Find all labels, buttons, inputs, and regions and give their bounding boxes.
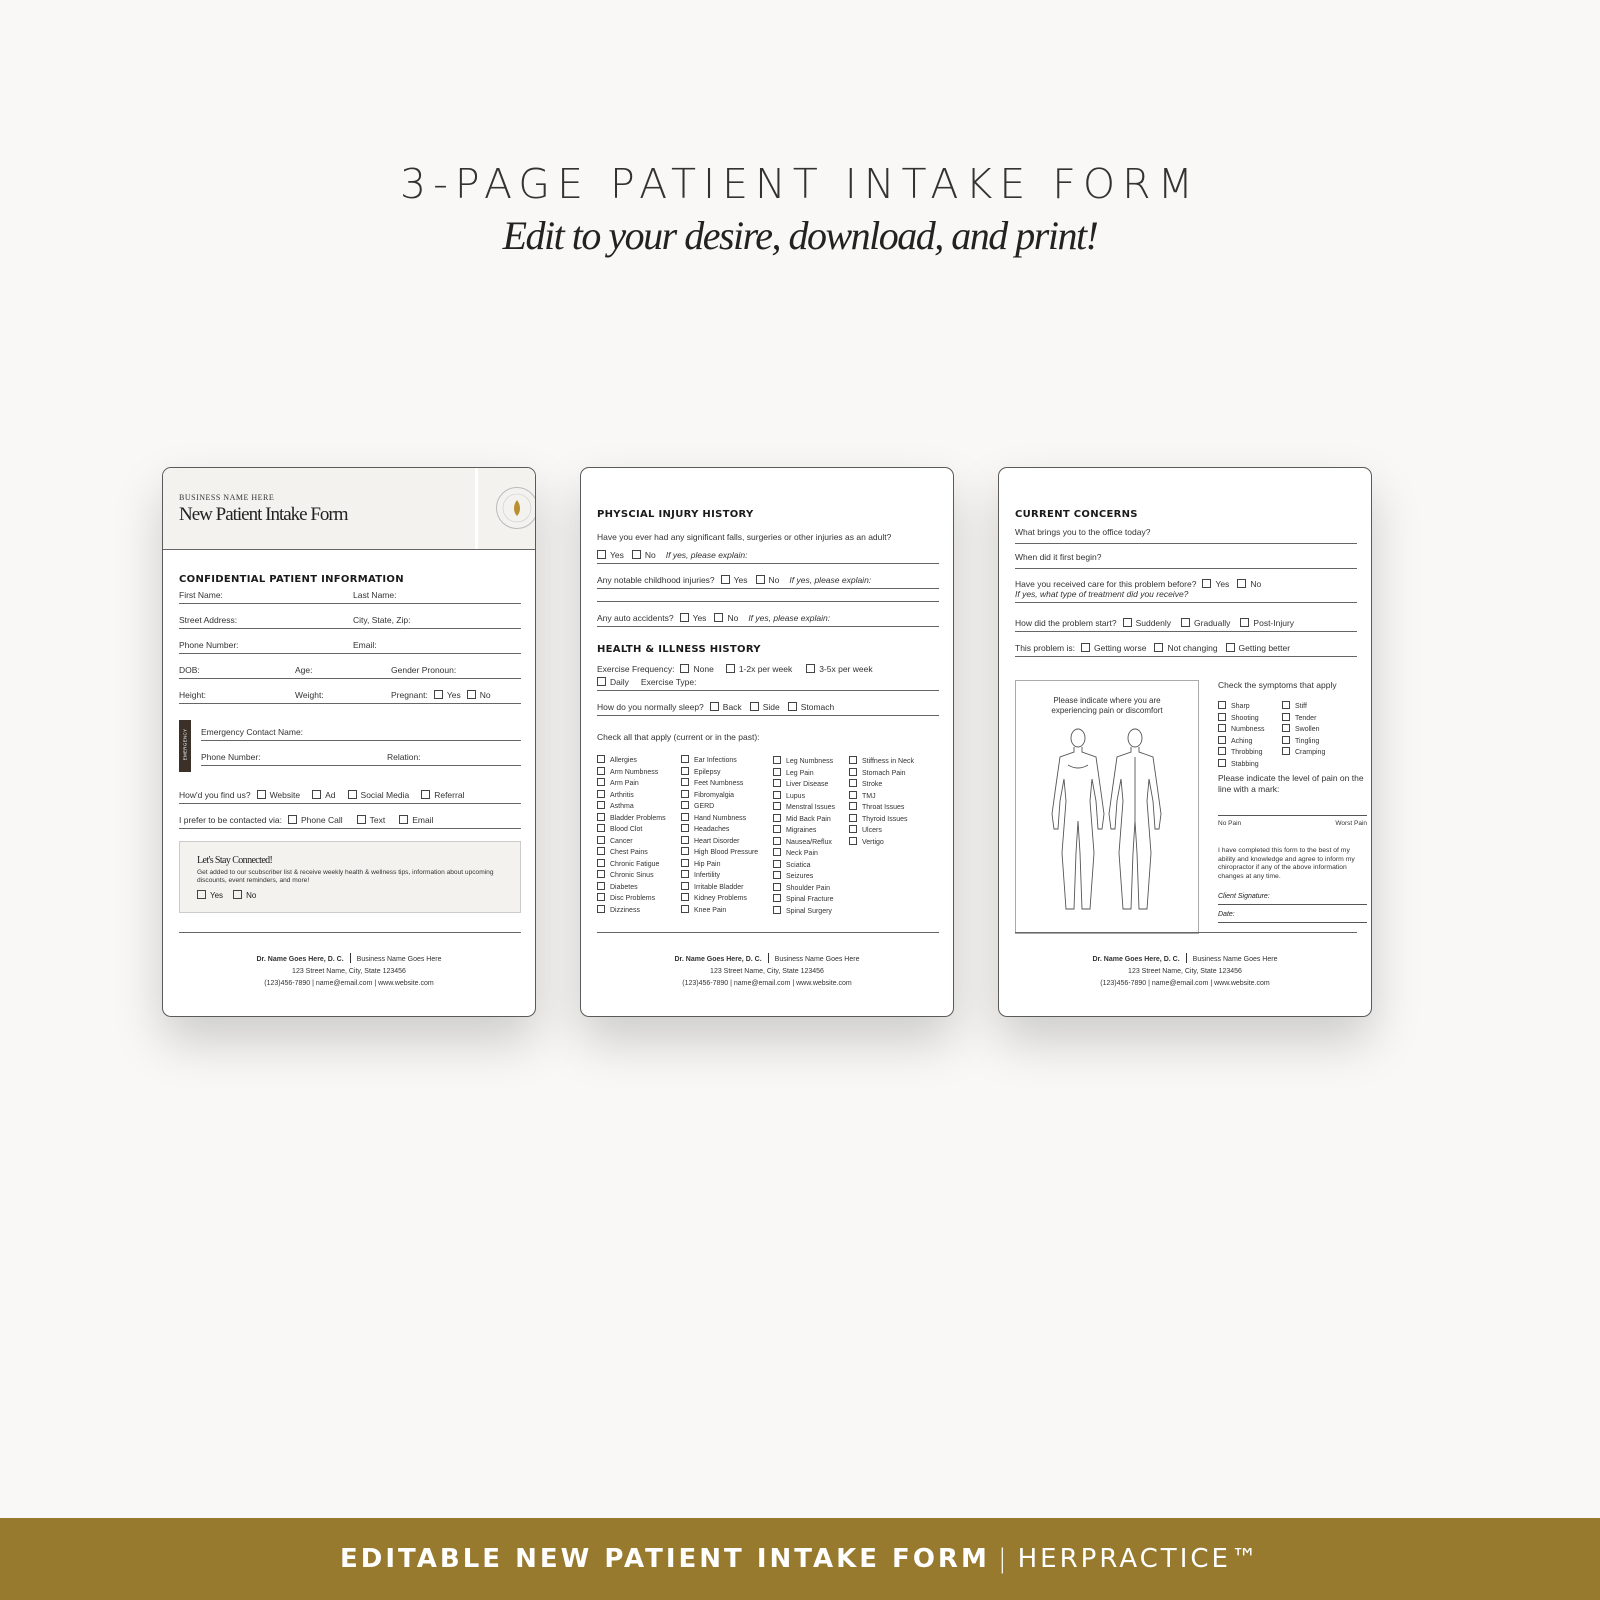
checklist-item[interactable] [681,801,758,813]
checkbox[interactable] [1282,713,1290,721]
checkbox[interactable] [597,859,605,867]
checklist-label: Mid Back Pain [786,815,831,823]
street-label: Street Address: [179,615,238,625]
bottom-banner: EDITABLE NEW PATIENT INTAKE FORM | HERPRACTICE™ [0,1518,1600,1600]
relation-label: Relation: [387,752,421,762]
checklist-label: Disc Problems [610,895,656,902]
checklist-label: Headaches [694,826,730,833]
checkbox[interactable] [849,779,857,787]
section-title: CONFIDENTIAL PATIENT INFORMATION [179,574,404,585]
checklist-label: High Blood Pressure [694,849,759,856]
checklist-item[interactable] [681,836,758,848]
checklist-item[interactable] [773,906,835,918]
checklist-item[interactable] [597,824,666,836]
checklist-item[interactable] [597,870,666,882]
footer-divider [1015,932,1357,933]
checkbox[interactable] [773,848,781,856]
emergency-name-row[interactable] [201,721,521,741]
checklist-label: Spinal Surgery [786,907,832,915]
signature-line[interactable]: Client Signature: [1218,893,1367,905]
better-checkbox[interactable] [1226,643,1235,652]
checkbox[interactable] [681,870,689,878]
checklist-item[interactable] [597,813,666,825]
checkbox[interactable] [773,768,781,776]
email-checkbox[interactable] [399,815,408,824]
ad-checkbox[interactable] [312,790,321,799]
health-section-title: HEALTH & ILLNESS HISTORY [597,644,761,655]
checklist-item[interactable] [597,847,666,859]
pregnant-no-checkbox[interactable] [467,690,476,699]
checklist-item[interactable] [1282,747,1325,759]
q3-no-checkbox[interactable] [714,613,723,622]
checklist-label: Kidney Problems [694,895,747,902]
checklist-item[interactable] [849,837,914,849]
checklist-label: Aching [1231,737,1253,745]
emergency-phone-label: Phone Number: [201,752,261,762]
checklist-item[interactable] [1218,736,1264,748]
address-row[interactable] [179,609,521,629]
post-injury-checkbox[interactable] [1240,618,1249,627]
last-name-label: Last Name: [353,590,397,600]
checklist-item[interactable] [773,883,835,895]
first-name-label: First Name: [179,590,223,600]
dob-row[interactable] [179,659,521,679]
checklist-item[interactable] [681,767,758,779]
checklist-item[interactable] [1282,713,1325,725]
checklist-label: Asthma [610,803,634,810]
checkbox[interactable] [681,836,689,844]
checkbox[interactable] [849,791,857,799]
checklist-label: Nausea/Reflux [786,838,832,846]
checklist-item[interactable] [849,825,914,837]
date-line[interactable]: Date: [1218,911,1367,923]
same-checkbox[interactable] [1154,643,1163,652]
exercise-type-row[interactable]: Daily Exercise Type: [597,671,939,691]
checklist-label: Epilepsy [694,768,721,776]
checklist-label: Hip Pain [694,860,721,868]
checkbox[interactable] [773,756,781,764]
checkbox[interactable] [1218,736,1226,744]
checkbox[interactable] [681,824,689,832]
checkbox[interactable] [681,801,689,809]
checkbox[interactable] [1218,724,1226,732]
checklist-item[interactable] [1218,713,1264,725]
checkbox[interactable] [1282,736,1290,744]
checklist-label: Hand Numbness [694,814,747,822]
newsletter-yes-checkbox[interactable] [197,890,206,899]
q1-yes-checkbox[interactable] [597,550,606,559]
worst-pain-label: Worst Pain [1335,820,1367,827]
pain-level-label: Please indicate the level of pain on the line with a mark: [1218,773,1364,794]
checkbox[interactable] [681,813,689,821]
checklist-label: Stroke [862,781,883,788]
prior-care-line: Have you received care for this problem before? Yes No [1015,579,1262,589]
checklist-item[interactable] [849,779,914,791]
checklist-label: Diabetes [610,883,638,891]
social-checkbox[interactable] [348,790,357,799]
checklist-label: Shooting [1231,714,1259,722]
checklist-item[interactable] [681,905,758,917]
checklist-item[interactable] [597,836,666,848]
exercise-line: Exercise Frequency: None 1-2x per week 3-5x per week [597,664,873,674]
checklist-label: Stiffness in Neck [862,758,915,765]
checklist-label: Knee Pain [694,906,727,914]
checkbox[interactable] [1282,701,1290,709]
checklist-item[interactable] [773,837,835,849]
checklist-item[interactable] [773,825,835,837]
checklist-item[interactable] [1282,736,1325,748]
referral-checkbox[interactable] [421,790,430,799]
checklist-item[interactable] [597,778,666,790]
checkbox[interactable] [849,802,857,810]
checklist-label: Spinal Fracture [786,896,834,903]
contact-via-row: I prefer to be contacted via: Phone Call Text Email [179,809,521,829]
symptoms-col-1 [1218,701,1264,770]
injury-section-title: PHYSCIAL INJURY HISTORY [597,509,754,520]
checklist-label: Blood Clot [610,826,643,833]
checklist-item[interactable] [597,905,666,917]
checklist-label: Numbness [1231,726,1265,733]
checklist-label: Arthritis [610,791,634,799]
checkbox[interactable] [773,825,781,833]
contact-row[interactable] [179,634,521,654]
checklist-item[interactable] [597,859,666,871]
form-page-2 [580,467,954,1017]
checklist-label: Sharp [1231,703,1250,710]
checklist-item[interactable] [597,801,666,813]
checkbox[interactable] [773,906,781,914]
checklist-item[interactable] [849,768,914,780]
checklist-item[interactable] [681,893,758,905]
checklist-label: Arm Numbness [610,768,659,776]
checklist-label: TMJ [862,792,876,800]
city-label: City, State, Zip: [353,615,411,625]
checklist-item[interactable] [773,779,835,791]
symptoms-col-2 [1282,701,1325,759]
checklist-label: Dizziness [610,906,640,914]
checklist-label: Fibromyalgia [694,791,735,799]
age-label: Age: [295,665,313,675]
checklist-item[interactable] [849,791,914,803]
body-diagram-box[interactable] [1015,680,1199,934]
checkbox[interactable] [773,779,781,787]
check-all-label: Check all that apply (current or in the past): [597,732,760,742]
checklist-label: Liver Disease [786,781,829,788]
checkbox[interactable] [681,778,689,786]
checkbox[interactable] [681,755,689,763]
checklist-label: Leg Pain [786,769,814,777]
checklist-item[interactable] [1218,747,1264,759]
checklist-item[interactable] [773,860,835,872]
pain-scale-line[interactable] [1218,815,1367,816]
checklist-label: Seizures [786,873,814,880]
sleep-back-checkbox[interactable] [710,702,719,711]
checkbox[interactable] [597,767,605,775]
gradual-checkbox[interactable] [1181,618,1190,627]
checklist-label: Cramping [1295,749,1326,756]
pregnant-yes-checkbox[interactable] [434,690,443,699]
emergency-tab: EMERGENCY [179,720,191,772]
checklist-label: Shoulder Pain [786,884,830,892]
checkbox[interactable] [597,882,605,890]
checklist-item[interactable] [1218,701,1264,713]
concerns-section-title: CURRENT CONCERNS [1015,509,1138,520]
newsletter-text: Get added to our scubscriber list & receive weekly health & wellness tips, information about upcoming discounts, event reminders, and more! [197,869,494,884]
height-label: Height: [179,690,206,700]
contact-via-label: I prefer to be contacted via: [179,815,283,825]
name-row[interactable] [179,584,521,604]
form-page-3 [998,467,1372,1017]
agreement-text: I have completed this form to the best of my ability and knowledge and agree to inform my chiropractor if any of the above information changes at any time. [1218,847,1355,880]
injury-q1-row[interactable]: Yes No If yes, please explain: [597,544,939,564]
checklist-item[interactable] [681,824,758,836]
checkbox[interactable] [1218,713,1226,721]
checkbox[interactable] [681,905,689,913]
checklist-label: Lupus [786,792,806,800]
checklist-label: Thyroid Issues [862,815,908,823]
sleep-row: How do you normally sleep? Back Side Stomach [597,696,939,716]
weight-label: Weight: [295,690,324,700]
page-footer: Dr. Name Goes Here, D. C. Business Name Goes Here 123 Street Name, City, State 123456 (123)456-7890 | name@email.com | www.website.com [581,953,953,990]
q3-yes-checkbox[interactable] [680,613,689,622]
checklist-label: Vertigo [862,838,884,846]
checklist-item[interactable] [1282,701,1325,713]
checkbox[interactable] [1282,747,1290,755]
checkbox[interactable] [681,859,689,867]
no-pain-label: No Pain [1218,820,1242,827]
page-footer: Dr. Name Goes Here, D. C. Business Name Goes Here 123 Street Name, City, State 123456 (123)456-7890 | name@email.com | www.website.com [999,953,1371,990]
checklist-item[interactable] [849,756,914,768]
problem-status-row: This problem is: Getting worse Not changing Getting better [1015,637,1357,657]
checkbox[interactable] [849,814,857,822]
checklist-item[interactable] [597,893,666,905]
checklist-item[interactable] [681,859,758,871]
sudden-checkbox[interactable] [1123,618,1132,627]
checklist-label: Migraines [786,827,817,834]
checklist-item[interactable] [773,756,835,768]
hero-title: 3-PAGE PATIENT INTAKE FORM [400,160,1200,208]
newsletter-box [179,841,521,913]
newsletter-title: Let's Stay Connected! [197,855,273,866]
pregnant-label: Pregnant: Yes No [391,690,491,700]
page-footer: Dr. Name Goes Here, D. C. Business Name Goes Here 123 Street Name, City, State 123456 (123)456-7890 | name@email.com | www.website.com [163,953,535,990]
phone-label: Phone Number: [179,640,239,650]
checklist-item[interactable] [597,767,666,779]
emergency-phone-row[interactable] [201,746,521,766]
checklist-item[interactable] [681,813,758,825]
checklist-label: Swollen [1295,726,1320,733]
checklist-item[interactable] [597,790,666,802]
checkbox[interactable] [849,837,857,845]
sleep-side-checkbox[interactable] [750,702,759,711]
checkbox[interactable] [597,893,605,901]
checklist-item[interactable] [681,790,758,802]
checklist-label: Throat Issues [862,804,905,811]
checkbox[interactable] [1282,724,1290,732]
checklist-label: GERD [694,803,715,810]
checklist-item[interactable] [773,814,835,826]
checklist-label: Stabbing [1231,760,1259,768]
injury-question-1: Have you ever had any significant falls, surgeries or other injuries as an adult? [597,532,892,542]
checklist-label: Stiff [1295,703,1307,710]
symptoms-title: Check the symptoms that apply [1218,680,1337,690]
checkbox[interactable] [597,824,605,832]
checkbox[interactable] [773,814,781,822]
find-us-row: How'd you find us? Website Ad Social Media Referral [179,784,521,804]
checkbox[interactable] [773,883,781,891]
checkbox[interactable] [1218,759,1226,767]
hero-subtitle: Edit to your desire, download, and print! [502,213,1098,258]
gender-label: Gender Pronoun: [391,665,457,675]
checklist-label: Heart Disorder [694,837,740,845]
checkbox[interactable] [773,791,781,799]
checkbox[interactable] [597,801,605,809]
form-title: New Patient Intake Form [179,504,348,525]
checklist-label: Chest Pains [610,849,648,856]
checkbox[interactable] [773,860,781,868]
checklist-label: Arm Pain [610,780,639,787]
checklist-label: Menstral Issues [786,804,836,811]
checklist-item[interactable] [1282,724,1325,736]
checklist-item[interactable] [773,894,835,906]
checklist-label: Cancer [610,837,633,845]
checklist-label: Chronic Fatigue [610,860,660,868]
checkbox[interactable] [597,905,605,913]
office-reason-row[interactable]: What brings you to the office today? [1015,524,1357,544]
email-label: Email: [353,640,377,650]
body-row[interactable] [179,684,521,704]
checkbox[interactable] [597,790,605,798]
checklist-item[interactable] [681,847,758,859]
checklist-label: Ear Infections [694,757,737,764]
checkbox[interactable] [773,894,781,902]
checklist-item[interactable] [597,882,666,894]
checkbox[interactable] [681,847,689,855]
checklist-label: Infertility [694,872,721,879]
injury-q2-row[interactable]: Any notable childhood injuries? Yes No If yes, please explain: [597,569,939,589]
injury-q3-row[interactable]: Any auto accidents? Yes No If yes, please explain: [597,607,939,627]
checklist-label: Stomach Pain [862,769,906,777]
checklist-label: Irritable Bladder [694,883,744,891]
checklist-label: Bladder Problems [610,814,666,822]
checklist-label: Neck Pain [786,850,818,857]
form-page-1 [162,467,536,1017]
checklist-item[interactable] [1218,724,1264,736]
conditions-col-3 [773,756,835,917]
checkbox[interactable] [597,778,605,786]
phone-call-checkbox[interactable] [288,815,297,824]
checkbox[interactable] [1218,701,1226,709]
checkbox[interactable] [681,767,689,775]
checklist-label: Ulcers [862,827,882,834]
checkbox[interactable] [849,768,857,776]
footer-divider [179,932,521,933]
checklist-item[interactable] [681,778,758,790]
checklist-item[interactable] [773,791,835,803]
find-us-label: How'd you find us? [179,790,251,800]
checkbox[interactable] [597,755,605,763]
footer-divider [597,932,939,933]
conditions-col-2 [681,755,758,916]
newsletter-options: Yes No [191,890,256,900]
checkbox[interactable] [849,756,857,764]
checklist-item[interactable] [773,871,835,883]
checkbox[interactable] [597,836,605,844]
checklist-label: Sciatica [786,861,811,869]
website-checkbox[interactable] [257,790,266,799]
checklist-label: Throbbing [1231,749,1263,756]
checklist-item[interactable] [681,870,758,882]
conditions-col-4 [849,756,914,848]
checklist-item[interactable] [849,802,914,814]
checkbox[interactable] [681,882,689,890]
body-diagram-title: Please indicate where you are experiencing pain or discomfort [1051,696,1163,715]
checklist-item[interactable] [681,882,758,894]
checklist-label: Leg Numbness [786,758,834,765]
checklist-label: Tender [1295,714,1317,722]
injury-q2-line[interactable] [597,582,939,602]
checkbox[interactable] [681,790,689,798]
problem-start-row: How did the problem start? Suddenly Gradually Post-Injury [1015,612,1357,632]
checkbox[interactable] [597,847,605,855]
checklist-label: Allergies [610,757,637,764]
first-begin-row[interactable]: When did it first begin? [1015,549,1357,569]
checkbox[interactable] [773,837,781,845]
page1-header-divider [163,549,535,550]
newsletter-no-checkbox[interactable] [233,890,242,899]
checkbox[interactable] [773,871,781,879]
text-checkbox[interactable] [357,815,366,824]
conditions-col-1 [597,755,666,916]
emergency-name-label: Emergency Contact Name: [201,727,304,737]
sleep-stomach-checkbox[interactable] [788,702,797,711]
dob-label: DOB: [179,665,200,675]
checkbox[interactable] [681,893,689,901]
business-name: BUSINESS NAME HERE [179,493,275,502]
checklist-label: Feet Numbness [694,780,744,787]
checklist-label: Tingling [1295,737,1320,745]
checkbox[interactable] [597,813,605,821]
checkbox[interactable] [1218,747,1226,755]
checklist-item[interactable] [1218,759,1264,771]
ex-daily-checkbox[interactable] [597,677,606,686]
logo-seal [496,487,536,529]
checklist-item[interactable] [773,802,835,814]
checklist-label: Chronic Sinus [610,872,654,879]
worse-checkbox[interactable] [1081,643,1090,652]
q1-no-checkbox[interactable] [632,550,641,559]
checklist-item[interactable] [597,755,666,767]
checklist-item[interactable] [849,814,914,826]
checkbox[interactable] [597,870,605,878]
checklist-item[interactable] [681,755,758,767]
body-outline-figure [1016,681,1198,933]
checklist-item[interactable] [773,848,835,860]
checklist-item[interactable] [773,768,835,780]
checkbox[interactable] [849,825,857,833]
prior-care-row[interactable]: If yes, what type of treatment did you receive? [1015,583,1357,603]
checkbox[interactable] [773,802,781,810]
